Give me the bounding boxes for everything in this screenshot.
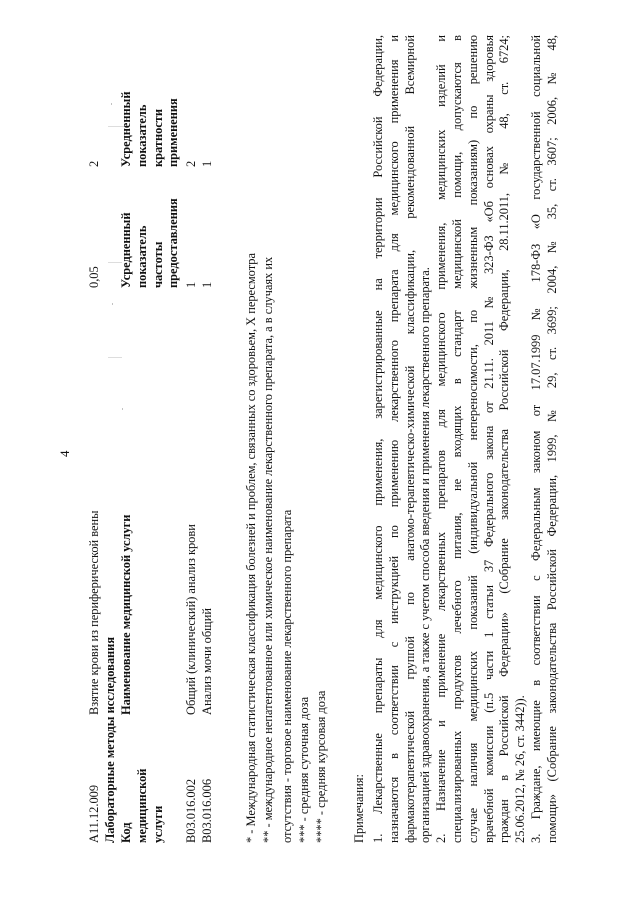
- footnote-3: *** - средняя суточная доза: [297, 696, 311, 843]
- row-2-code: B03.016.006: [200, 778, 214, 843]
- note-line: граждан в Российской Федерации» (Собрание законодательства Российской Федерации, 28.11.2011, № 48, ст. 6724;: [497, 35, 512, 843]
- header-frequency: Усредненный показатель частоты предоставления: [119, 198, 181, 288]
- header-name: Наименование медицинской услуги: [119, 514, 133, 715]
- scan-dot: [111, 103, 112, 105]
- scan-dot: [112, 303, 113, 305]
- note-line: врачебной комиссии (п.5 части 1 статьи 37 Федерального закона от 21.11. 2011 № 323-ФЗ «Об основах охраны здоровья: [481, 35, 496, 843]
- notes-body: [371, 35, 561, 843]
- footnote-2-continued: отсутствия - торговое наименование лекарственного препарата: [280, 509, 294, 843]
- note-line: 1. Лекарственные препараты для медицинского применения, зарегистрированные на территории Российской Федерации,: [371, 35, 385, 843]
- note-line: специализированных продуктов лечебного питания, не входящих в стандарт медицинской помощи, допускаются в: [449, 35, 464, 843]
- notes-heading: Примечания:: [352, 774, 366, 843]
- row-1-frequency: 1: [184, 281, 198, 288]
- note-line: назначаются в соответствии с инструкцией по применению лекарственного препарата для медицинского применения и: [386, 35, 401, 843]
- note-line: организацией здравоохранения, а также с учетом способа введения и применения лекарственного препарата.: [418, 267, 433, 843]
- section-title: Лабораторные методы исследования: [103, 636, 117, 843]
- scan-mark: [108, 357, 122, 358]
- note-line: 2. Назначение и применение лекарственных препаратов для медицинского применения, медицинских изделий и: [434, 35, 449, 843]
- row-1-name: Общий (клинический) анализ крови: [184, 524, 198, 715]
- row-2-frequency: 1: [200, 281, 214, 288]
- page-number: 4: [57, 450, 72, 457]
- header-multiplicity: Усредненный показатель кратности применения: [119, 91, 181, 167]
- row-1-code: B03.016.002: [184, 778, 198, 843]
- frequency-value: 0,05: [87, 266, 101, 288]
- note-line: 25.06.2012, № 26, ст. 3442)).: [513, 695, 528, 843]
- note-line: помощи» (Собрание законодательства Российской Федерации, 1999, № 29, ст. 3699; 2004, № 35, ст. 3607; 2006, № 48,: [544, 35, 559, 843]
- note-line: 3. Граждане, имеющие в соответствии с Федеральным законом от 17.07.1999 № 178-ФЗ «О государственной социальной: [528, 35, 543, 843]
- row-1-multiplicity: 2: [184, 160, 198, 167]
- header-code: Код медицинской услуги: [119, 768, 165, 843]
- note-line: случае наличия медицинских показаний (индивидуальной непереносимости, по жизненным показаниям) по решению: [465, 35, 480, 843]
- footnote-1: * - Международная статистическая классификация болезней и проблем, связанных со здоровьем, X пересмотра: [244, 253, 258, 843]
- row-2-multiplicity: 1: [200, 160, 214, 167]
- note-line: фармакотерапевтической группой по анатомо-терапевтическо-химической классификации, рекомендованной Всемирной: [402, 35, 417, 843]
- service-name: Взятие крови из периферической вены: [87, 510, 101, 715]
- footnote-2: ** - международное непатентованное или химическое наименование лекарственного препарата, а в случаях их: [261, 256, 275, 843]
- scan-dot: [122, 408, 123, 410]
- footnote-4: **** - средняя курсовая доза: [314, 690, 328, 843]
- multiplicity-value: 2: [87, 160, 101, 167]
- service-code: A11.12.009: [87, 784, 101, 843]
- row-2-name: Анализ мочи общий: [200, 608, 214, 715]
